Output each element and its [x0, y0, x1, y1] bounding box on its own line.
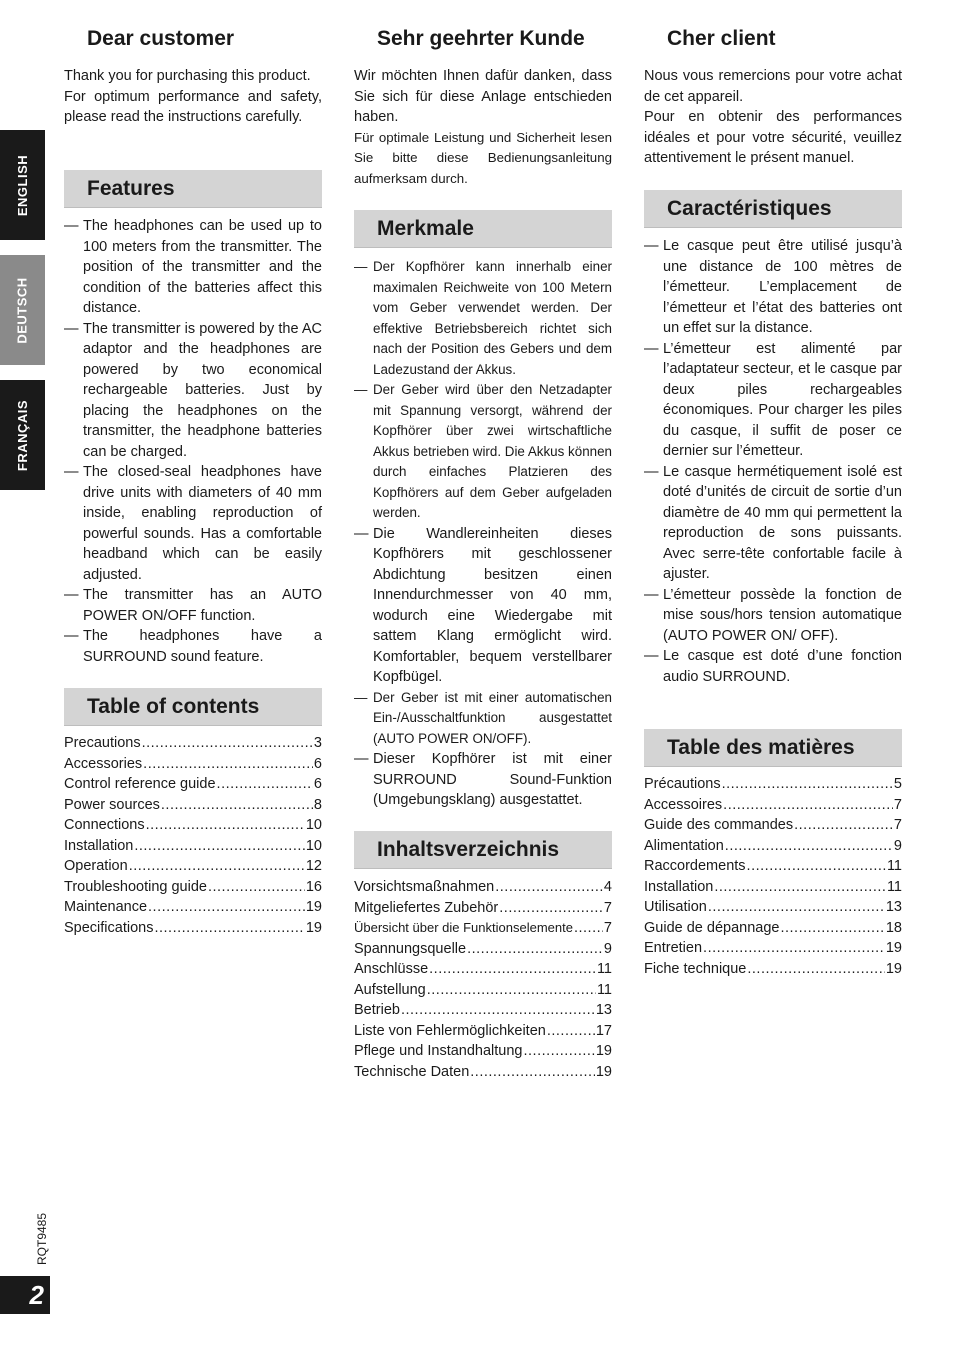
merkmale-header	[354, 210, 612, 248]
feature-item: — Der Geber ist mit einer automatischen Ein-/Ausschaltfunktion ausgestattet (AUTO POWER ON/OFF).	[354, 689, 612, 746]
inhaltsverzeichnis	[354, 877, 612, 1082]
table-of-contents	[64, 733, 322, 938]
toc-entry[interactable]: Raccordements ..... 11	[644, 856, 902, 877]
toc-title: Table of contents	[87, 694, 260, 718]
toc-entry[interactable]: Précautions ..... 5	[644, 774, 902, 795]
toc-entry[interactable]: Mitgeliefertes Zubehör ..... 7	[354, 898, 612, 919]
intro-line: Pour en obtenir des performances idéales et pour votre sécurité, veuillez attentivement le présent manuel.	[644, 109, 902, 166]
heading-dear-customer: Dear customer	[87, 27, 235, 50]
deutsch-intro	[354, 66, 612, 189]
toc-entry[interactable]: Alimentation ..... 9	[644, 836, 902, 857]
table-des-matieres-header	[644, 729, 902, 767]
toc-entry[interactable]: Accessories ..... 6	[64, 754, 322, 775]
francais-intro	[644, 66, 902, 169]
toc-entry[interactable]: Operation ..... 12	[64, 856, 322, 877]
intro-line: Thank you for purchasing this product.	[64, 68, 311, 84]
toc-entry[interactable]: Anschlüsse ..... 11	[354, 959, 612, 980]
toc-entry[interactable]: Specifications ..... 19	[64, 918, 322, 939]
feature-item: — Die Wandlereinheiten dieses Kopfhörers mit geschlossener Abdichtung besitzen einen Innendurchmesser von 40 mm, wodurch eine Wiedergabe mit sattem Klang ermöglicht wird. Komfortabler, bequem verstellbarer Kopfbügel.	[354, 525, 612, 685]
intro-line: For optimum performance and safety, please read the instructions carefully.	[64, 88, 322, 125]
heading-sehr-geehrter-kunde: Sehr geehrter Kunde	[377, 27, 585, 50]
feature-item: — Dieser Kopfhörer ist mit einer SURROUND Sound-Funktion (Umgebungsklang) ausgestattet.	[354, 751, 612, 808]
feature-item: — The headphones can be used up to 100 meters from the transmitter. The position of the transmitter and the condition of the batteries affect this distance.	[64, 218, 322, 316]
merkmale-title: Merkmale	[377, 216, 474, 240]
toc-entry[interactable]: Entretien ..... 19	[644, 938, 902, 959]
table-des-matieres	[644, 774, 902, 979]
toc-entry[interactable]: Guide des commandes ..... 7	[644, 815, 902, 836]
toc-entry[interactable]: Guide de dépannage ..... 18	[644, 918, 902, 939]
feature-item: — Le casque peut être utilisé jusqu’à une distance de 100 mètres de l’émetteur. L’emplacement de l’émetteur et l’état des batteries ont un effet sur la distance.	[644, 238, 902, 336]
toc-entry[interactable]: Liste von Fehlermöglichkeiten ..... 17	[354, 1021, 612, 1042]
intro-line: Wir möchten Ihnen dafür danken, dass Sie sich für diese Anlage entschieden haben.	[354, 68, 612, 125]
features-list	[64, 216, 322, 667]
toc-entry[interactable]: Pflege und Instandhaltung ..... 19	[354, 1041, 612, 1062]
toc-entry[interactable]: Accessoires ..... 7	[644, 795, 902, 816]
toc-entry[interactable]: Maintenance ..... 19	[64, 897, 322, 918]
toc-entry[interactable]: Fiche technique ..... 19	[644, 959, 902, 980]
toc-entry[interactable]: Troubleshooting guide ..... 16	[64, 877, 322, 898]
inhaltsverzeichnis-title: Inhaltsverzeichnis	[377, 837, 560, 861]
feature-item: — Le casque est doté d’une fonction audio SURROUND.	[644, 648, 902, 685]
page-number: 2	[0, 1276, 50, 1314]
language-tab-francais: FRANÇAIS	[0, 380, 45, 490]
english-intro	[64, 66, 322, 128]
toc-entry[interactable]: Spannungsquelle ..... 9	[354, 939, 612, 960]
intro-line: Für optimale Leistung und Sicherheit lesen Sie bitte diese Bedienungsanleitung aufmerksam durch.	[354, 129, 612, 186]
toc-entry[interactable]: Connections ..... 10	[64, 815, 322, 836]
feature-item: — Le casque hermétiquement isolé est doté d’unités de circuit de sortie d’un diamètre de 40 mm qui permettent la reproduction de sons puissants. Avec serre-tête confortable facile à ajuster.	[644, 463, 902, 582]
toc-entry[interactable]: Aufstellung ..... 11	[354, 980, 612, 1001]
toc-entry[interactable]: Vorsichtsmaßnahmen ..... 4	[354, 877, 612, 898]
features-header	[64, 170, 322, 208]
feature-item: — L’émetteur possède la fonction de mise sous/hors tension automatique (AUTO POWER ON/ OFF).	[644, 586, 902, 644]
caracteristiques-title: Caractéristiques	[667, 196, 832, 220]
heading-cher-client: Cher client	[667, 27, 776, 50]
model-number: RQT9485	[35, 1212, 50, 1266]
toc-entry[interactable]: Utilisation ..... 13	[644, 897, 902, 918]
feature-item: — The headphones have a SURROUND sound feature.	[64, 628, 322, 665]
caracteristiques-header	[644, 190, 902, 228]
features-title: Features	[87, 176, 175, 200]
toc-header	[64, 688, 322, 726]
feature-item: — L’émetteur est alimenté par l’adaptateur secteur, et le casque par deux piles rechargeables économiques. Pour charger les piles du casque, il suffit de poser ce dernier sur l’émetteur.	[644, 340, 902, 459]
feature-item: — Der Kopfhörer kann innerhalb einer maximalen Reichweite von 100 Metern vom Geber verwendet werden. Der effektive Betriebsbereich richtet sich nach der Position des Gebers und dem Ladezustand der Akkus.	[354, 259, 612, 377]
feature-item: — The transmitter is powered by the AC adaptor and the headphones are powered by two economical rechargeable batteries. Just by placing the headphones on the transmitter, the headphone batteries can be charged.	[64, 320, 322, 460]
toc-entry[interactable]: Installation ..... 11	[644, 877, 902, 898]
toc-entry[interactable]: Übersicht über die Funktionselemente ..... 7	[354, 918, 612, 939]
toc-entry[interactable]: Power sources ..... 8	[64, 795, 322, 816]
feature-item: — The transmitter has an AUTO POWER ON/OFF function.	[64, 587, 322, 624]
language-tab-deutsch: DEUTSCH	[0, 255, 45, 365]
feature-item: — Der Geber wird über den Netzadapter mit Spannung versorgt, während der Kopfhörer über zwei wirtschaftliche Akkus betrieben wird. Die Akkus können durch einfaches Platzieren des Kopfhörers auf dem Geber aufgeladen werden.	[354, 382, 612, 520]
merkmale-list	[354, 257, 612, 811]
table-des-matieres-title: Table des matières	[667, 735, 855, 759]
inhaltsverzeichnis-header	[354, 831, 612, 869]
caracteristiques-list	[644, 236, 902, 687]
feature-item: — The closed-seal headphones have drive units with diameters of 40 mm inside, enabling reproduction of powerful sounds. Has a comfortable headband which can be easily adjusted.	[64, 464, 322, 583]
intro-line: Nous vous remercions pour votre achat de cet appareil.	[644, 68, 902, 105]
language-tab-english: ENGLISH	[0, 130, 45, 240]
toc-entry[interactable]: Precautions ..... 3	[64, 733, 322, 754]
toc-entry[interactable]: Technische Daten ..... 19	[354, 1062, 612, 1083]
toc-entry[interactable]: Installation ..... 10	[64, 836, 322, 857]
toc-entry[interactable]: Betrieb ..... 13	[354, 1000, 612, 1021]
toc-entry[interactable]: Control reference guide ..... 6	[64, 774, 322, 795]
